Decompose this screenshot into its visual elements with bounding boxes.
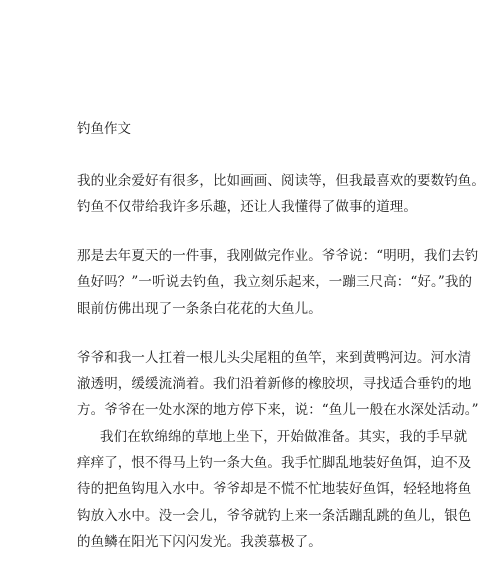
paragraph-2-line-3: 眼前仿佛出现了一条条白花花的大鱼儿。 xyxy=(77,301,322,317)
paragraph-2-line-1: 那是去年夏天的一件事，我刚做完作业。爷爷说：“明明，我们去钓 xyxy=(77,248,479,264)
paragraph-1-line-2: 钓鱼不仅带给我许多乐趣，还让人我懂得了做事的道理。 xyxy=(77,199,417,215)
paragraph-2-line-2: 鱼好吗？”一听说去钓鱼，我立刻乐起来，一蹦三尺高：“好。”我的 xyxy=(77,274,473,290)
paragraph-3-line-3: 方。爷爷在一处水深的地方停下来，说：“鱼儿一般在水深处活动。” xyxy=(77,402,479,418)
paragraph-4-line-5: 的鱼鳞在阳光下闪闪发光。我羡慕极了。 xyxy=(77,534,322,550)
paragraph-4-line-1: 我们在软绵绵的草地上坐下，开始做准备。其实，我的手早就 xyxy=(100,429,468,445)
paragraph-3-line-1: 爷爷和我一人扛着一根儿头尖尾粗的鱼竿，来到黄鸭河边。河水清 xyxy=(77,350,472,366)
paragraph-3-line-2: 澈透明，缓缓流淌着。我们沿着新修的橡胶坝，寻找适合垂钓的地 xyxy=(77,376,472,392)
paragraph-4-line-2: 痒痒了，恨不得马上钓一条大鱼。我手忙脚乱地装好鱼饵，迫不及 xyxy=(77,455,472,471)
paragraph-4-line-3: 待的把鱼钩甩入水中。爷爷却是不慌不忙地装好鱼饵，轻轻地将鱼 xyxy=(77,481,472,497)
paragraph-1-line-1: 我的业余爱好有很多，比如画画、阅读等，但我最喜欢的要数钓鱼。 xyxy=(77,173,485,189)
paragraph-4-line-4: 钩放入水中。没一会儿，爷爷就钓上来一条活蹦乱跳的鱼儿，银色 xyxy=(77,508,472,524)
document-title: 钓鱼作文 xyxy=(77,121,131,137)
